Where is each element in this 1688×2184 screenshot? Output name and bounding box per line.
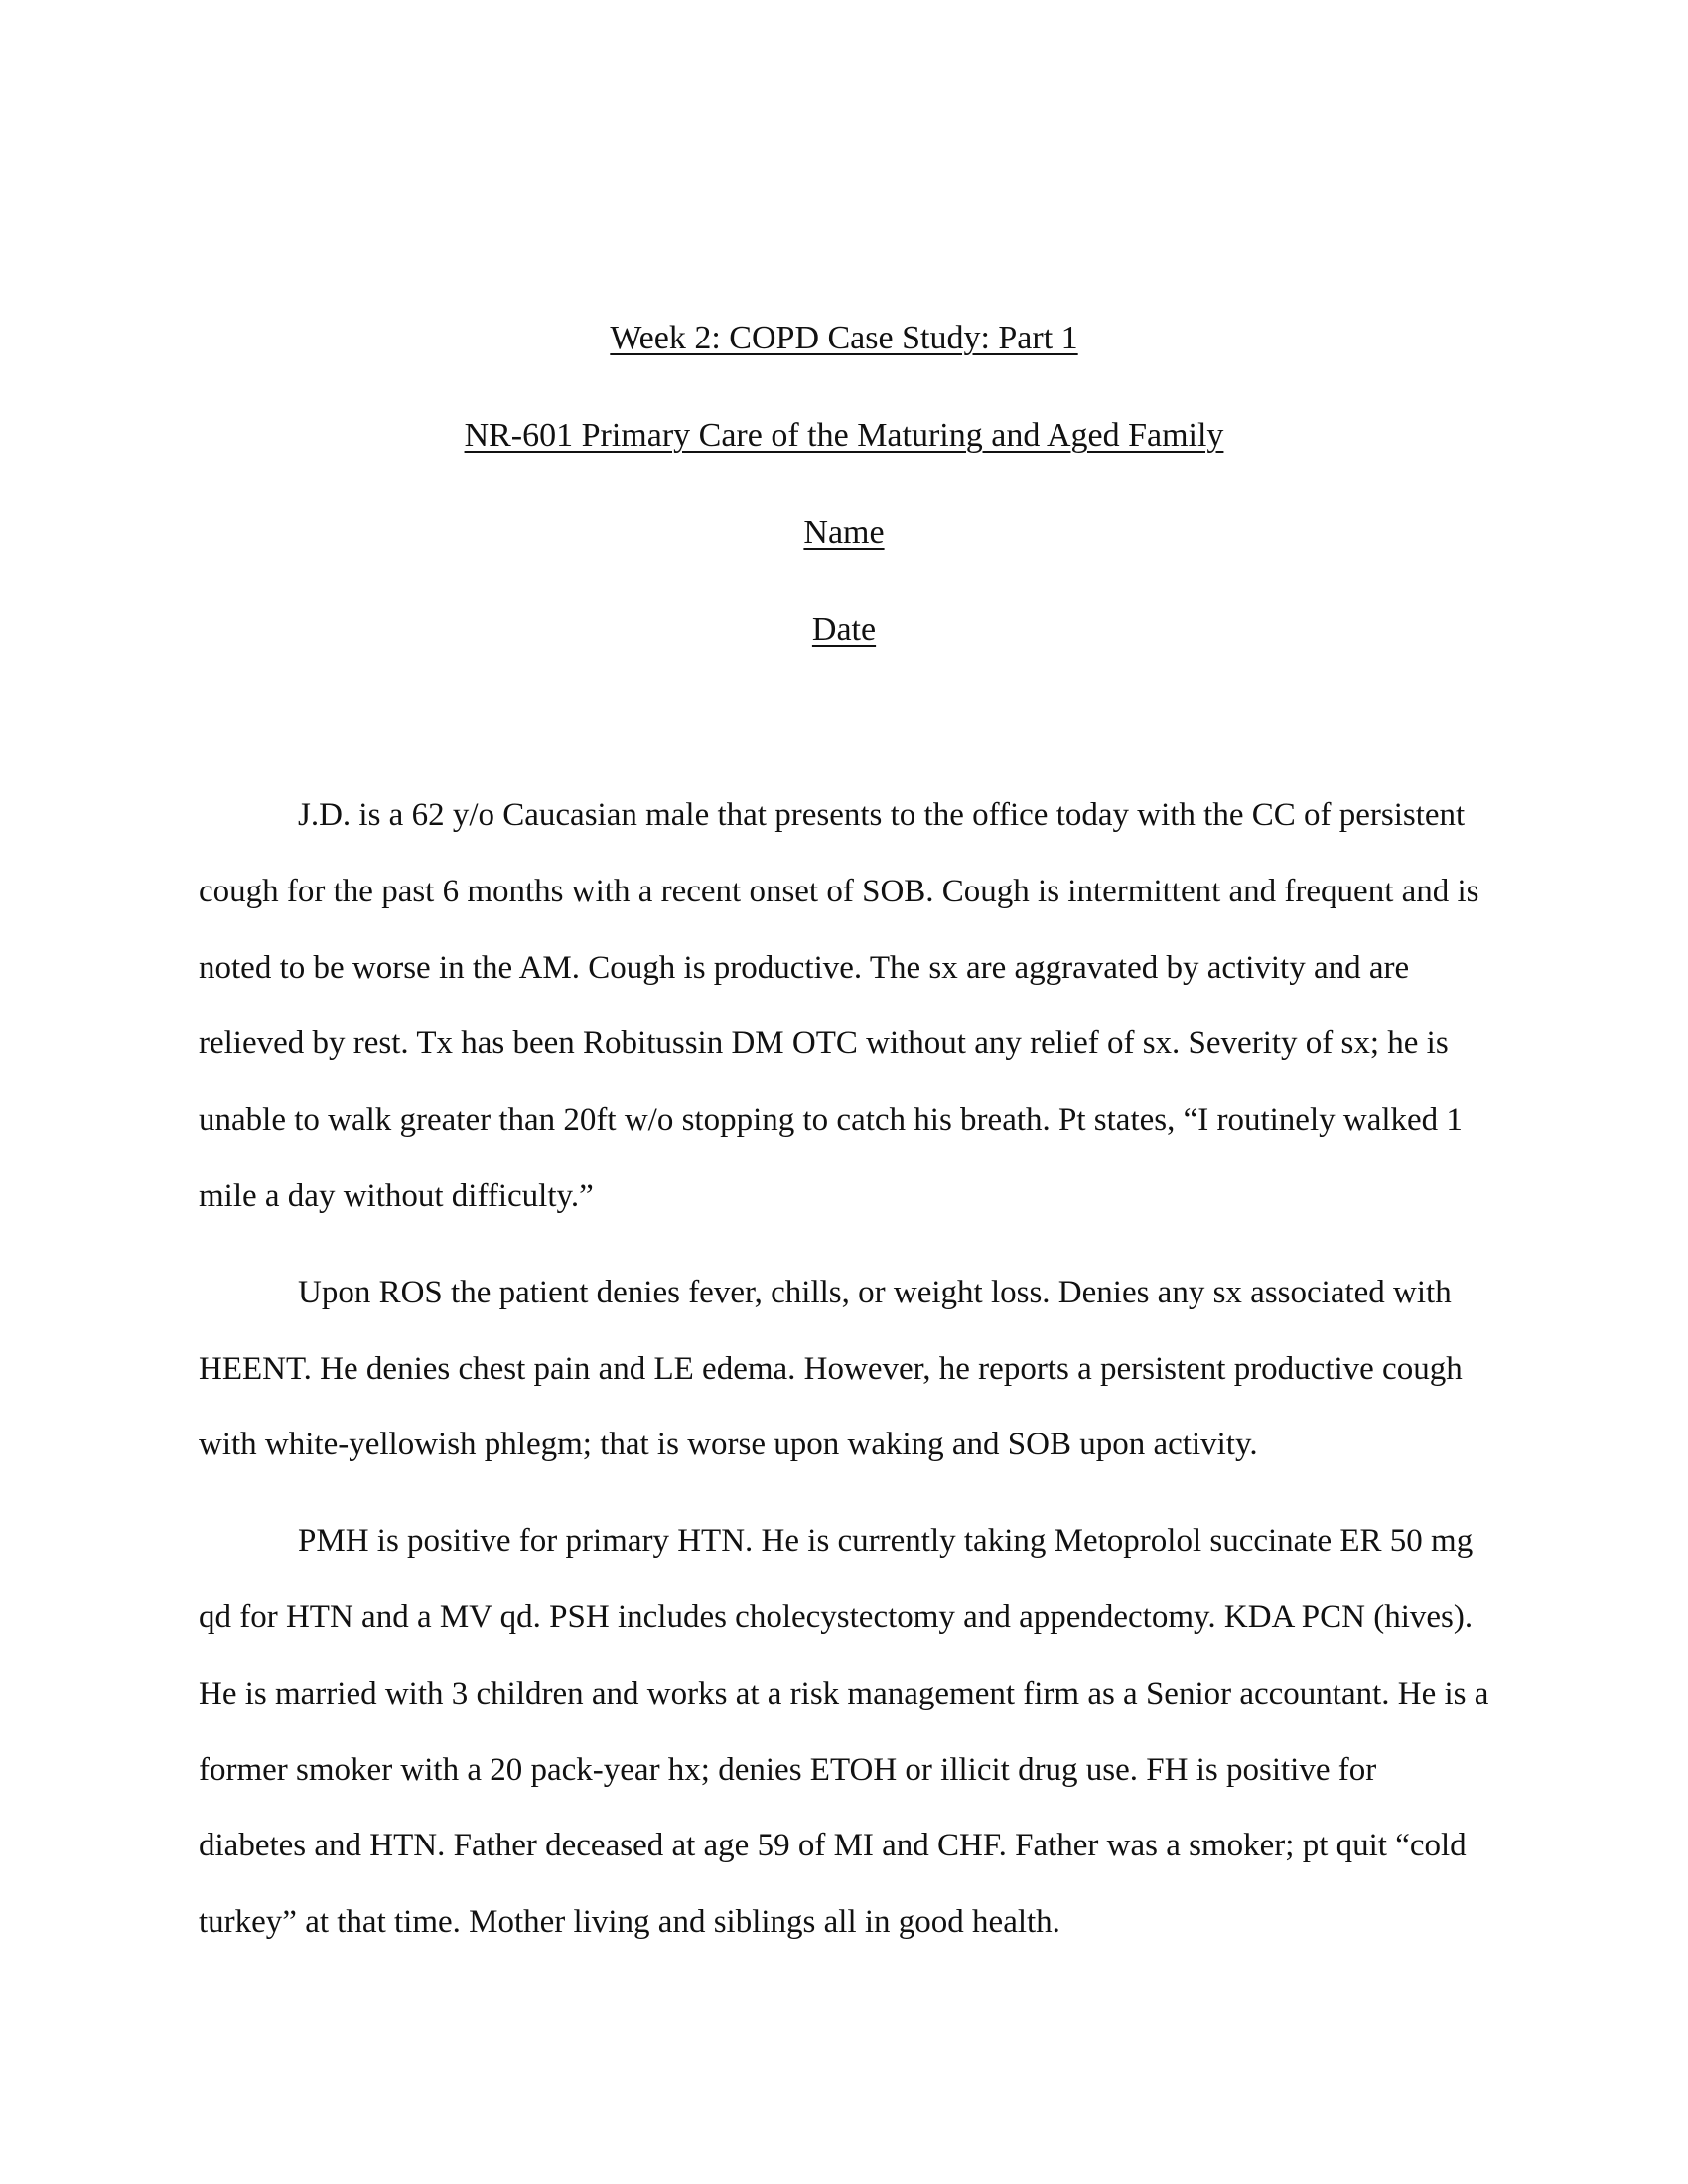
- paragraph-presentation: J.D. is a 62 y/o Caucasian male that presents to the office today with the CC of persistent cough for the past 6 months with a recent onset of SOB. Cough is intermittent and frequent and is noted to be worse in the AM. Cough is productive. The sx are aggravated by activity and are relieved by rest. Tx has been Robitussin DM OTC without any relief of sx. Severity of sx; he is unable to walk greater than 20ft w/o stopping to catch his breath. Pt states, “I routinely walked 1 mile a day without difficulty.”: [199, 797, 1479, 1214]
- title-block: [0, 290, 1688, 679]
- document-body: [199, 777, 1491, 1980]
- title-line: [0, 290, 1688, 387]
- date-line: [0, 582, 1688, 679]
- author-name: Name: [803, 514, 885, 551]
- course-title: NR-601 Primary Care of the Maturing and Aged Family: [464, 417, 1224, 454]
- paragraph-ros: Upon ROS the patient denies fever, chills, or weight loss. Denies any sx associated with HEENT. He denies chest pain and LE edema. However, he reports a persistent productive cough with white-yellowish phlegm; that is worse upon waking and SOB upon activity.: [199, 1274, 1463, 1463]
- document-date: Date: [811, 612, 877, 648]
- course-line: [0, 387, 1688, 484]
- paragraph-history: PMH is positive for primary HTN. He is currently taking Metoprolol succinate ER 50 mg qd for HTN and a MV qd. PSH includes cholecystectomy and appendectomy. KDA PCN (hives). He is married with 3 children and works at a risk management firm as a Senior accountant. He is a former smoker with a 20 pack-year hx; denies ETOH or illicit drug use. FH is positive for diabetes and HTN. Father deceased at age 59 of MI and CHF. Father was a smoker; pt quit “cold turkey” at that time. Mother living and siblings all in good health.: [199, 1523, 1489, 1941]
- document-title: Week 2: COPD Case Study: Part 1: [610, 320, 1078, 356]
- name-line: [0, 484, 1688, 582]
